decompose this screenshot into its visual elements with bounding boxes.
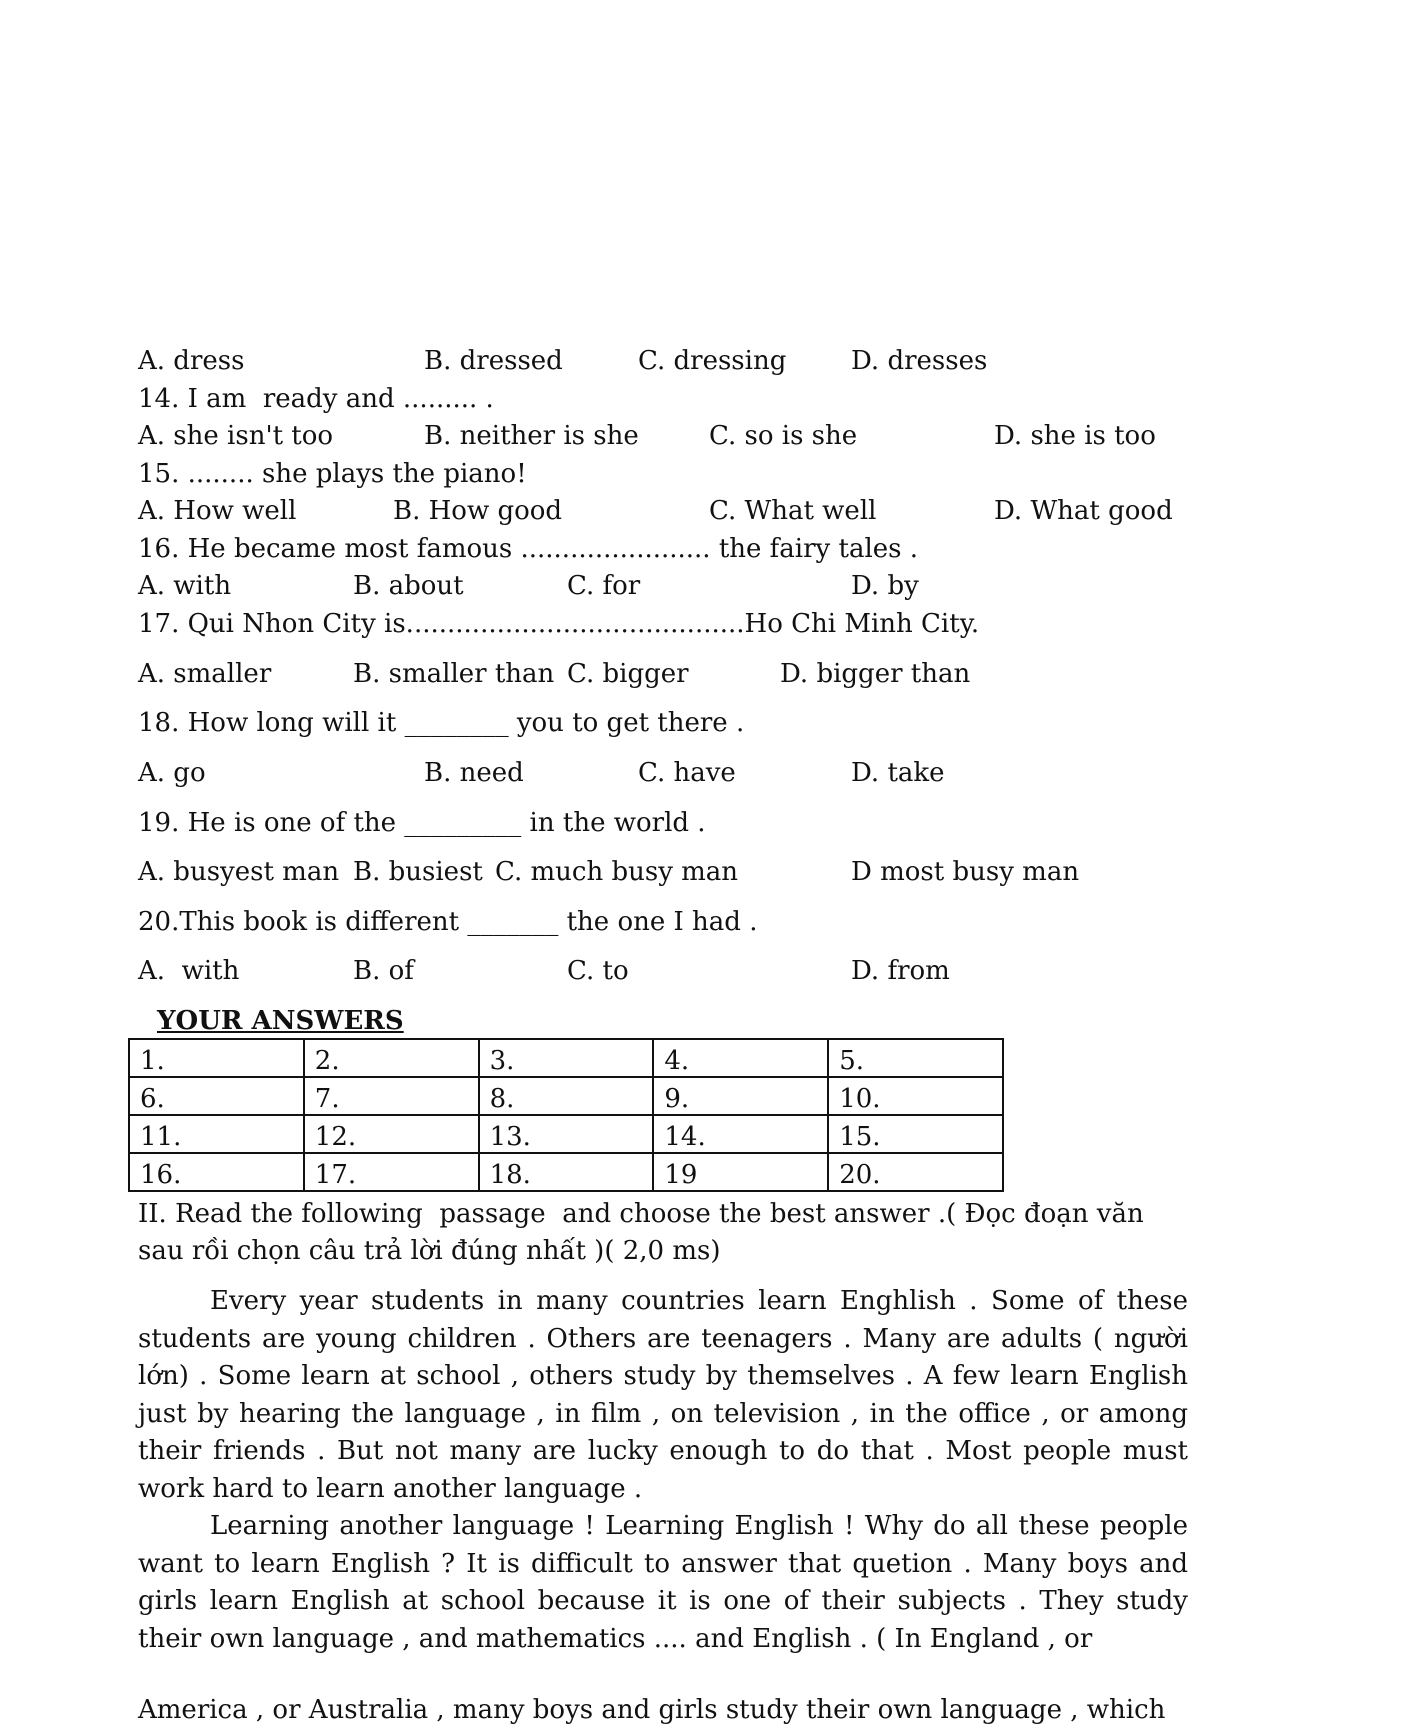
q16-stem: 16. He became most famous ....................... the fairy tales . <box>138 534 919 564</box>
q20-option-c: C. to <box>567 956 629 986</box>
q14-option-a: A. she isn't too <box>138 421 334 451</box>
q17-option-a: A. smaller <box>138 659 272 689</box>
q19-option-a: A. busyest man <box>138 857 340 887</box>
q14-option-d: D. she is too <box>994 421 1156 451</box>
q18-option-a: A. go <box>138 758 206 788</box>
q15-option-c: C. What well <box>709 496 877 526</box>
q18-option-d: D. take <box>851 758 945 788</box>
section2-instruction-line1: II. Read the following passage and choose the best answer .( Đọc đoạn văn <box>138 1199 1144 1229</box>
q19-option-d: D most busy man <box>851 857 1080 887</box>
answer-cell[interactable]: 15. <box>828 1115 1003 1153</box>
answer-cell[interactable]: 20. <box>828 1153 1003 1191</box>
table-row <box>129 1039 1003 1077</box>
answer-cell[interactable]: 10. <box>828 1077 1003 1115</box>
answer-cell[interactable]: 11. <box>129 1115 304 1153</box>
answer-cell[interactable]: 1. <box>129 1039 304 1077</box>
q13-option-b: B. dressed <box>424 346 563 376</box>
q16-option-b: B. about <box>353 571 464 601</box>
q14-option-c: C. so is she <box>709 421 858 451</box>
answers-heading: YOUR ANSWERS <box>157 1006 404 1036</box>
q17-option-d: D. bigger than <box>780 659 971 689</box>
q18-stem: 18. How long will it ________ you to get there . <box>138 708 745 738</box>
q16-option-c: C. for <box>567 571 641 601</box>
q18-option-c: C. have <box>638 758 736 788</box>
q18-option-b: B. need <box>424 758 524 788</box>
answer-cell[interactable]: 8. <box>479 1077 654 1115</box>
q15-option-b: B. How good <box>393 496 563 526</box>
q19-option-b: B. busiest <box>353 857 483 887</box>
answer-cell[interactable]: 6. <box>129 1077 304 1115</box>
q16-option-d: D. by <box>851 571 919 601</box>
q17-option-c: C. bigger <box>567 659 689 689</box>
answer-cell[interactable]: 18. <box>479 1153 654 1191</box>
passage-paragraph-1: Every year students in many countries learn Enghlish . Some of these students are young children . Others are teenagers . Many are adults ( người lớn) . Some learn at school , others study by themselves . A few learn English just by hearing the language , in film , on television , in the office , or among their friends . But not many are lucky enough to do that . Most people must work hard to learn another language . <box>138 1286 1188 1504</box>
q13-option-d: D. dresses <box>851 346 988 376</box>
answer-cell[interactable]: 4. <box>653 1039 828 1077</box>
q20-option-a: A. with <box>138 956 240 986</box>
q15-stem: 15. ........ she plays the piano! <box>138 459 527 489</box>
passage-paragraph-2: Learning another language ! Learning English ! Why do all these people want to learn English ? It is difficult to answer that quetion . Many boys and girls learn English at school because it is one of their subjects . They study their own language , and mathematics .... and English . ( In England , or <box>138 1511 1188 1654</box>
q17-stem: 17. Qui Nhon City is.........................................Ho Chi Minh City. <box>138 609 980 639</box>
table-row <box>129 1115 1003 1153</box>
q20-option-b: B. of <box>353 956 414 986</box>
answer-cell[interactable]: 12. <box>304 1115 479 1153</box>
answers-table <box>128 1038 1004 1192</box>
q17-option-b: B. smaller than <box>353 659 555 689</box>
answer-cell[interactable]: 19 <box>653 1153 828 1191</box>
q14-stem: 14. I am ready and ......... . <box>138 384 494 414</box>
q13-option-a: A. dress <box>138 346 245 376</box>
q20-option-d: D. from <box>851 956 950 986</box>
table-row <box>129 1077 1003 1115</box>
q15-option-a: A. How well <box>138 496 297 526</box>
q19-stem: 19. He is one of the _________ in the world . <box>138 808 706 838</box>
q19-option-c: C. much busy man <box>495 857 739 887</box>
answer-cell[interactable]: 13. <box>479 1115 654 1153</box>
q20-stem: 20.This book is different _______ the one I had . <box>138 907 758 937</box>
q13-option-c: C. dressing <box>638 346 787 376</box>
q16-option-a: A. with <box>138 571 232 601</box>
answer-cell[interactable]: 2. <box>304 1039 479 1077</box>
answer-cell[interactable]: 9. <box>653 1077 828 1115</box>
q15-option-d: D. What good <box>994 496 1173 526</box>
answer-cell[interactable]: 5. <box>828 1039 1003 1077</box>
section2-instruction-line2: sau rồi chọn câu trả lời đúng nhất )( 2,0 ms) <box>138 1236 721 1266</box>
q14-option-b: B. neither is she <box>424 421 639 451</box>
answer-cell[interactable]: 7. <box>304 1077 479 1115</box>
passage-continuation: America , or Australia , many boys and girls study their own language , which <box>138 1695 1166 1725</box>
answer-cell[interactable]: 3. <box>479 1039 654 1077</box>
table-row <box>129 1153 1003 1191</box>
answer-cell[interactable]: 17. <box>304 1153 479 1191</box>
answer-cell[interactable]: 14. <box>653 1115 828 1153</box>
answer-cell[interactable]: 16. <box>129 1153 304 1191</box>
